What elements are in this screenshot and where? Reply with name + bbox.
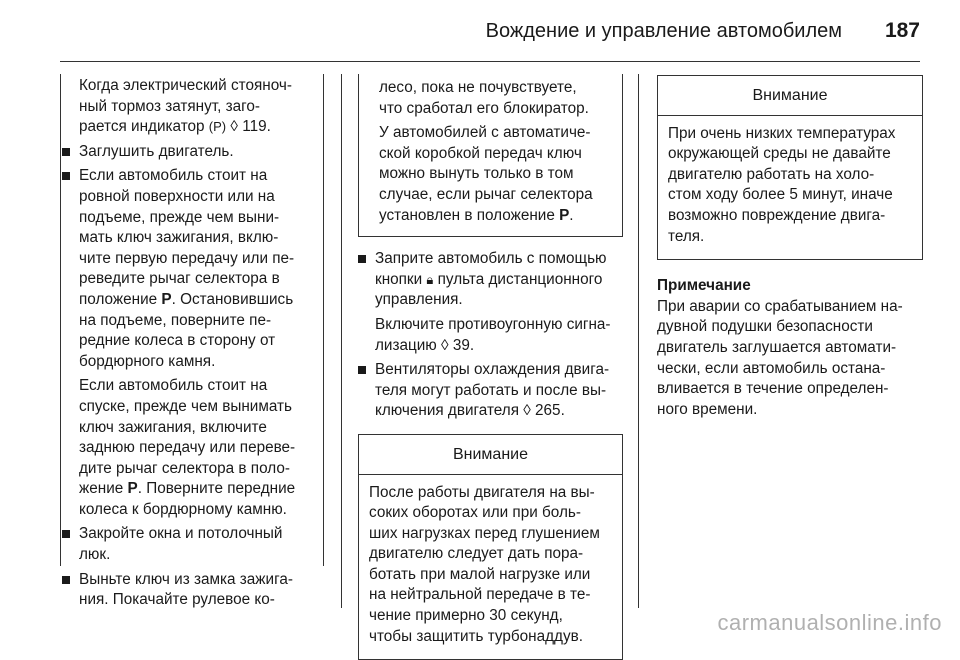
column-1 bbox=[62, 76, 324, 611]
note-section bbox=[657, 276, 923, 420]
text-line: . Остановившись bbox=[171, 290, 294, 308]
text-line: ния. Покачайте рулевое ко- bbox=[79, 591, 275, 609]
text-line: мать ключ зажигания, вклю- bbox=[79, 229, 279, 247]
text-line: Когда электрический стояноч- bbox=[79, 77, 292, 94]
text-line: на подъеме, поверните пе- bbox=[79, 311, 272, 329]
text-line: что сработал его блокиратор. bbox=[379, 99, 589, 117]
text-line: чение примерно 30 секунд, bbox=[369, 607, 563, 625]
text-line: У автомобилей с автоматиче- bbox=[379, 124, 591, 142]
text-line: установлен в положение bbox=[379, 206, 555, 224]
list-item bbox=[62, 570, 324, 611]
text-line: подъеме, прежде чем выни- bbox=[79, 208, 280, 226]
text-line: заднюю передачу или переве- bbox=[79, 439, 296, 457]
text-line: После работы двигателя на вы- bbox=[369, 483, 595, 501]
column-2 bbox=[358, 74, 623, 660]
text-line: окружающей среды не давайте bbox=[668, 145, 891, 163]
text-line: теля могут работать и после вы- bbox=[375, 381, 607, 399]
header-divider bbox=[60, 61, 920, 62]
text-line: люк. bbox=[79, 546, 111, 564]
text-line: ботать при малой нагрузке или bbox=[369, 565, 591, 583]
gear-position-p: P bbox=[127, 480, 138, 498]
text-line: двигателю следует дать пора- bbox=[369, 545, 584, 563]
warning-box bbox=[657, 75, 923, 260]
warning-title: Внимание bbox=[359, 435, 622, 475]
text-line: кнопки bbox=[375, 270, 423, 288]
intro-text bbox=[62, 76, 324, 138]
list-item bbox=[62, 142, 324, 163]
text-line: чтобы защитить турбонаддув. bbox=[369, 627, 584, 645]
text-line: колеса к бордюрному камню. bbox=[79, 500, 287, 518]
text-line: чески, если автомобиль остана- bbox=[657, 359, 886, 377]
continued-box bbox=[358, 74, 623, 237]
page-ref[interactable]: 39. bbox=[452, 336, 475, 354]
text-line: ших нагрузках перед глушением bbox=[369, 524, 600, 542]
text-line: ровной поверхности или на bbox=[79, 187, 275, 205]
text-line: лизацию bbox=[375, 336, 437, 354]
bullet-square-icon bbox=[62, 576, 70, 584]
text-line: двигатель заглушается автомати- bbox=[657, 338, 897, 356]
bullet-square-icon bbox=[358, 255, 366, 263]
column-divider-1 bbox=[60, 74, 61, 566]
bullet-square-icon bbox=[62, 172, 70, 180]
page-number: 187 bbox=[884, 19, 920, 42]
text-line: жение bbox=[79, 480, 124, 498]
text-line: Закройте окна и потолочный bbox=[79, 525, 283, 543]
text-line: реведите рычаг селектора в bbox=[79, 270, 280, 288]
bullet-square-icon bbox=[62, 148, 70, 156]
text-line: двигателю работать на холо- bbox=[668, 165, 875, 183]
lock-button-icon: 🔒︎ bbox=[426, 271, 434, 287]
text-line: ской коробкой передач ключ bbox=[379, 144, 582, 162]
text-line: лесо, пока не почувствуете, bbox=[379, 79, 577, 96]
warning-body bbox=[359, 475, 622, 660]
text-line: ключения двигателя bbox=[375, 402, 519, 420]
ref-arrow-icon: ◊ bbox=[441, 336, 449, 354]
page-ref[interactable]: 265. bbox=[535, 402, 565, 420]
text-line: теля. bbox=[668, 227, 705, 245]
list-item bbox=[62, 524, 324, 565]
text-line: . bbox=[569, 206, 574, 224]
text-line: на нейтральной передаче в те- bbox=[369, 586, 591, 604]
text-line: рается индикатор bbox=[79, 118, 205, 136]
text-line: Если автомобиль стоит на bbox=[79, 377, 268, 395]
text-line: редние колеса в сторону от bbox=[79, 332, 276, 350]
text-line: соких оборотах или при боль- bbox=[369, 504, 581, 522]
paragraph bbox=[62, 376, 324, 520]
ref-arrow-icon: ◊ bbox=[230, 118, 238, 136]
watermark-logo: carmanualsonline.info bbox=[717, 610, 942, 635]
ref-arrow-icon: ◊ bbox=[523, 402, 531, 420]
text-line: При очень низких температурах bbox=[668, 124, 896, 142]
page-ref[interactable]: 119. bbox=[242, 118, 271, 136]
text-line: спуске, прежде чем вынимать bbox=[79, 397, 292, 415]
column-divider-3 bbox=[341, 74, 342, 608]
text-line: Если автомобиль стоит на bbox=[79, 167, 268, 185]
text-line: случае, если рычаг селектора bbox=[379, 185, 593, 203]
list-item bbox=[358, 249, 623, 356]
text-line: дувной подушки безопасности bbox=[657, 318, 873, 336]
gear-position-p: P bbox=[559, 206, 570, 224]
list-item bbox=[358, 360, 623, 422]
warning-body bbox=[658, 116, 922, 260]
text-line: возможно повреждение двига- bbox=[668, 206, 886, 224]
text-line: Выньте ключ из замка зажига- bbox=[79, 570, 293, 588]
text-line: Вентиляторы охлаждения двига- bbox=[375, 361, 610, 379]
parking-brake-indicator-icon: (P) bbox=[208, 119, 227, 135]
column-divider-4 bbox=[638, 74, 639, 608]
text-line: можно вынуть только в том bbox=[379, 165, 574, 183]
warning-box bbox=[358, 434, 623, 660]
text-line: При аварии со срабатыванием на- bbox=[657, 297, 903, 315]
text-line: пульта дистанционного bbox=[437, 270, 603, 288]
text-line: Включите противоугонную сигна- bbox=[375, 315, 611, 333]
text-line: . Поверните передние bbox=[137, 480, 296, 498]
column-3 bbox=[657, 75, 923, 420]
page-title: Вождение и управление автомобилем bbox=[485, 20, 842, 42]
text-line: бордюрного камня. bbox=[79, 352, 216, 370]
text-line: дите рычаг селектора в поло- bbox=[79, 459, 290, 477]
text-line: ключ зажигания, включите bbox=[79, 418, 267, 436]
text-line: стом ходу более 5 минут, иначе bbox=[668, 186, 893, 204]
bullet-square-icon bbox=[62, 530, 70, 538]
text-line: ного времени. bbox=[657, 400, 758, 418]
text-line: вливается в течение определен- bbox=[657, 380, 889, 398]
text-line: Заприте автомобиль с помощью bbox=[375, 250, 607, 268]
gear-position-p: P bbox=[161, 290, 172, 308]
text-line: ный тормоз затянут, заго- bbox=[79, 97, 260, 115]
warning-title: Внимание bbox=[658, 76, 922, 116]
text-line: чите первую передачу или пе- bbox=[79, 249, 295, 267]
list-item bbox=[62, 166, 324, 372]
text-line: положение bbox=[79, 290, 158, 308]
text-line: управления. bbox=[375, 291, 463, 309]
text-line: Заглушить двигатель. bbox=[79, 142, 234, 160]
bullet-square-icon bbox=[358, 366, 366, 374]
note-title: Примечание bbox=[657, 277, 751, 295]
